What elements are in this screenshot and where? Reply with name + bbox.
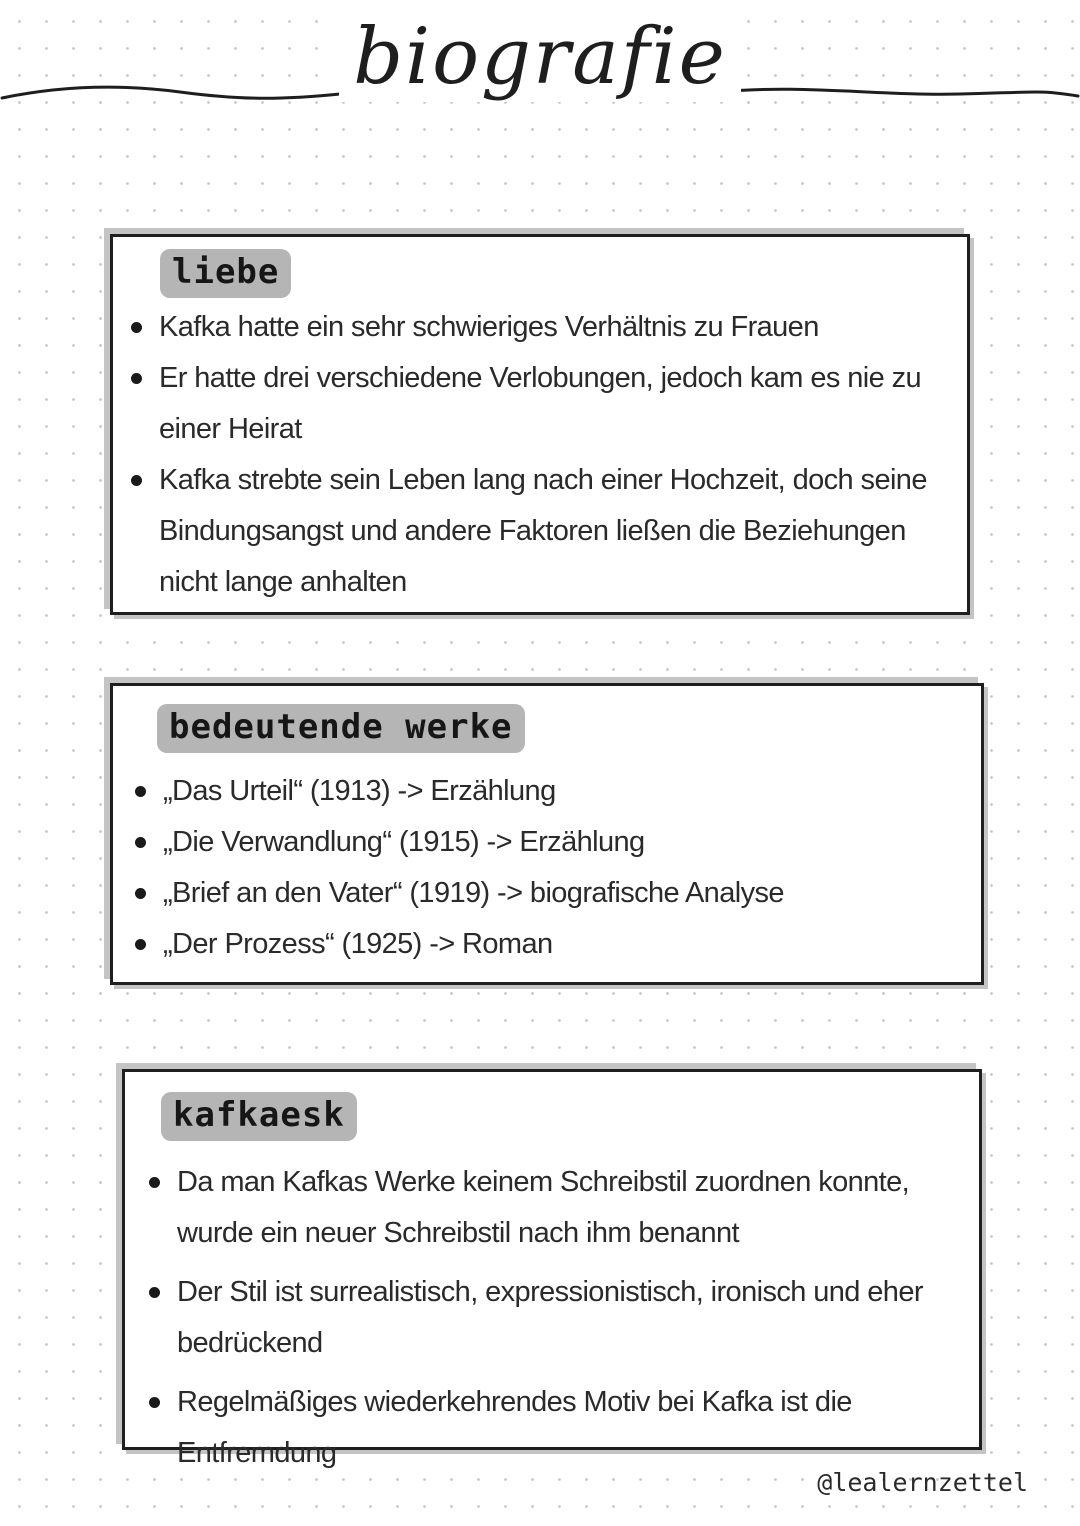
bullet-dot-icon — [149, 1397, 160, 1408]
bullet-dot-icon — [135, 837, 146, 848]
section-card-werke — [110, 683, 984, 985]
list-item — [131, 919, 961, 970]
list-item — [145, 1267, 975, 1369]
section-list-liebe — [127, 302, 957, 608]
list-item — [131, 817, 961, 868]
list-item-text: „Der Prozess“ (1925) -> Roman — [163, 928, 553, 960]
list-item-text: „Die Verwandlung“ (1915) -> Erzählung — [163, 826, 645, 858]
list-item — [127, 455, 957, 608]
list-item-text: Der Stil ist surrealistisch, expressionistisch, ironisch und eher bedrückend — [177, 1276, 923, 1359]
page-title — [0, 12, 1080, 102]
section-card-kafkaesk — [122, 1069, 982, 1469]
bullet-dot-icon — [131, 322, 142, 333]
page-title-text: biografie — [339, 12, 741, 102]
list-item-text: Er hatte drei verschiedene Verlobungen, jedoch kam es nie zu einer Heirat — [159, 362, 921, 445]
list-item — [145, 1377, 975, 1479]
section-list-kafkaesk — [145, 1157, 975, 1487]
bullet-dot-icon — [131, 475, 142, 486]
section-card-liebe — [110, 234, 970, 615]
list-item — [145, 1157, 975, 1259]
section-heading-werke: bedeutende werke — [157, 704, 525, 753]
bullet-dot-icon — [131, 373, 142, 384]
bullet-dot-icon — [135, 888, 146, 899]
list-item-text: Kafka hatte ein sehr schwieriges Verhältnis zu Frauen — [159, 311, 819, 343]
list-item-text: „Brief an den Vater“ (1919) -> biografische Analyse — [163, 877, 784, 909]
section-list-werke — [131, 766, 961, 970]
bullet-dot-icon — [135, 786, 146, 797]
section-heading-kafkaesk: kafkaesk — [161, 1092, 357, 1141]
list-item-text: Da man Kafkas Werke keinem Schreibstil zuordnen konnte, wurde ein neuer Schreibstil nach ihm benannt — [177, 1166, 910, 1249]
list-item — [127, 353, 957, 455]
bullet-dot-icon — [149, 1177, 160, 1188]
bullet-dot-icon — [149, 1287, 160, 1298]
list-item-text: Regelmäßiges wiederkehrendes Motiv bei Kafka ist die Entfremdung — [177, 1386, 852, 1469]
section-heading-liebe: liebe — [160, 249, 291, 298]
list-item — [131, 868, 961, 919]
author-watermark: @lealernzettel — [817, 1468, 1028, 1497]
list-item — [127, 302, 957, 353]
list-item-text: „Das Urteil“ (1913) -> Erzählung — [163, 775, 556, 807]
bullet-dot-icon — [135, 939, 146, 950]
list-item-text: Kafka strebte sein Leben lang nach einer Hochzeit, doch seine Bindungsangst und andere Faktoren ließen die Beziehungen nicht lange anhalten — [159, 464, 927, 598]
list-item — [131, 766, 961, 817]
title-area — [0, 0, 1080, 150]
